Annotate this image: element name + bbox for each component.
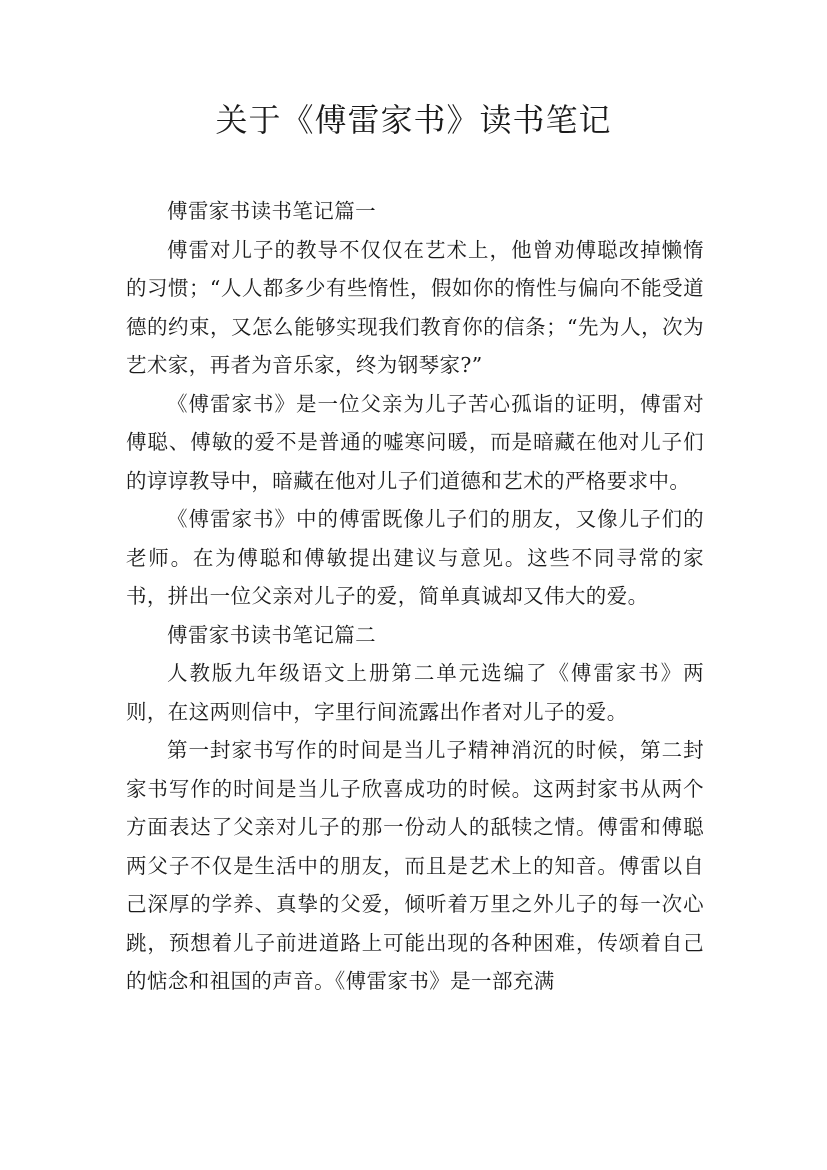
paragraph: 第一封家书写作的时间是当儿子精神消沉的时候，第二封家书写作的时间是当儿子欣喜成功的时候。这两封家书从两个方面表达了父亲对儿子的那一份动人的舐犊之情。傅雷和傅聪两父子不仅是生活中的朋友，而且是艺术上的知音。傅雷以自己深厚的学养、真挚的父爱，倾听着万里之外儿子的每一次心跳，预想着儿子前进道路上可能出现的各种困难，传颂着自己的惦念和祖国的声音。《傅雷家书》是一部充满 [126,738,704,993]
section-heading-2: 傅雷家书读书笔记篇二 [167,622,376,647]
paragraph: 《傅雷家书》中的傅雷既像儿子们的朋友，又像儿子们的老师。在为傅聪和傅敏提出建议与意见。这些不同寻常的家书，拼出一位父亲对儿子的爱，简单真诚却又伟大的爱。 [126,507,704,608]
paragraph: 人教版九年级语文上册第二单元选编了《傅雷家书》两则，在这两则信中，字里行间流露出作者对儿子的爱。 [126,661,704,724]
paragraph: 《傅雷家书》是一位父亲为儿子苦心孤诣的证明，傅雷对傅聪、傅敏的爱不是普通的嘘寒问暖，而是暗藏在他对儿子们的谆谆教导中，暗藏在他对儿子们道德和艺术的严格要求中。 [126,391,704,493]
document-body [126,192,704,1001]
section-heading-1: 傅雷家书读书笔记篇一 [167,199,376,223]
paragraph: 傅雷对儿子的教导不仅仅在艺术上，他曾劝傅聪改掉懒惰的习惯；“人人都多少有些惰性，假如你的惰性与偏向不能受道德的约束，又怎么能够实现我们教育你的信条；“先为人，次为艺术家，再者为音乐家，终为钢琴家?” [126,237,704,377]
document-title: 关于《傅雷家书》读书笔记 [215,101,612,139]
